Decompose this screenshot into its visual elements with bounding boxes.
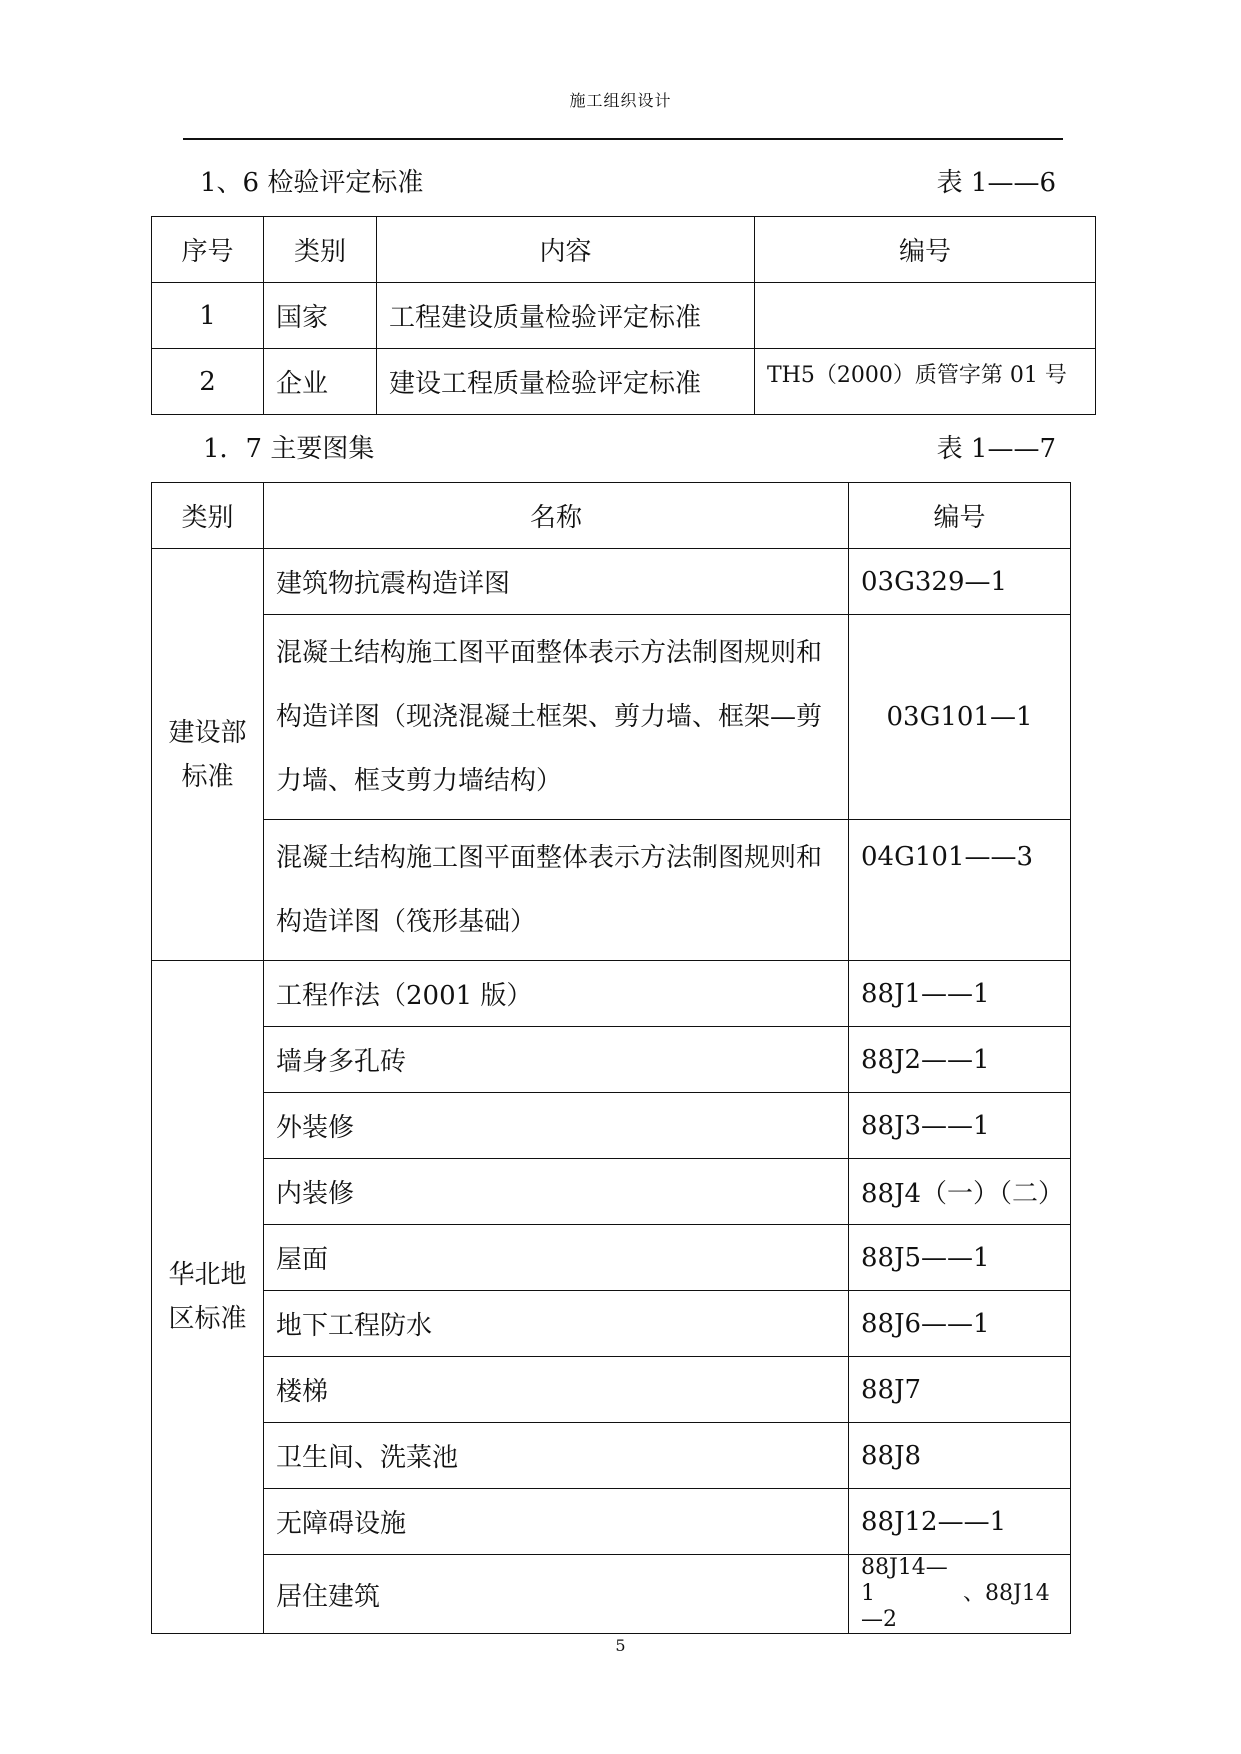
row-code: 88J7: [849, 1357, 1071, 1423]
table-row: [152, 1357, 1071, 1423]
group-category-north-china: 华北地区标准: [152, 961, 264, 1634]
row-name: 内装修: [264, 1159, 849, 1225]
table-row: [152, 1423, 1071, 1489]
row-code: 88J2——1: [849, 1027, 1071, 1093]
row-code: 88J14—1 、88J14—2: [849, 1555, 1071, 1634]
row-name: 混凝土结构施工图平面整体表示方法制图规则和构造详图（筏形基础）: [264, 820, 849, 961]
column-header-code: 编号: [755, 217, 1096, 283]
row-name: 建筑物抗震构造详图: [264, 549, 849, 615]
section-17-title: 1．7 主要图集: [203, 434, 375, 464]
row-code: 88J6——1: [849, 1291, 1071, 1357]
header-rule: [183, 138, 1063, 140]
row-name: 无障碍设施: [264, 1489, 849, 1555]
group-category-ministry: 建设部标准: [152, 549, 264, 961]
column-header-code: 编号: [849, 483, 1071, 549]
row-code: 88J5——1: [849, 1225, 1071, 1291]
table-row: [152, 961, 1071, 1027]
table-row: [152, 1291, 1071, 1357]
table-row: [152, 1159, 1071, 1225]
row-name: 地下工程防水: [264, 1291, 849, 1357]
table-row: [152, 1093, 1071, 1159]
row-name: 混凝土结构施工图平面整体表示方法制图规则和构造详图（现浇混凝土框架、剪力墙、框架—剪力墙、框支剪力墙结构）: [264, 615, 849, 820]
column-header-content: 内容: [377, 217, 755, 283]
section-16-table-number: 表 1——6: [936, 168, 1056, 198]
table-row: [152, 1027, 1071, 1093]
row-name: 工程作法（2001 版）: [264, 961, 849, 1027]
row-code: 88J3——1: [849, 1093, 1071, 1159]
row-code: [755, 283, 1096, 349]
column-header-category: 类别: [264, 217, 377, 283]
row-code: TH5（2000）质管字第 01 号: [755, 349, 1096, 415]
table-row: [152, 615, 1071, 820]
column-header-no: 序号: [152, 217, 264, 283]
table-row: [152, 283, 1096, 349]
table-row: [152, 349, 1096, 415]
row-name: 卫生间、洗菜池: [264, 1423, 849, 1489]
row-code: 03G101—1: [849, 615, 1071, 820]
table-row: [152, 1489, 1071, 1555]
row-content: 工程建设质量检验评定标准: [377, 283, 755, 349]
row-name: 楼梯: [264, 1357, 849, 1423]
inspection-standards-table: [151, 216, 1096, 415]
section-17-table-number: 表 1——7: [936, 434, 1056, 464]
row-code: 04G101——3: [849, 820, 1071, 961]
table-row: [152, 1225, 1071, 1291]
table-row: [152, 1555, 1071, 1634]
table-row: [152, 820, 1071, 961]
row-number: 2: [152, 349, 264, 415]
row-category: 企业: [264, 349, 377, 415]
section-16-title: 1、6 检验评定标准: [200, 168, 424, 198]
row-category: 国家: [264, 283, 377, 349]
row-content: 建设工程质量检验评定标准: [377, 349, 755, 415]
row-code: 88J8: [849, 1423, 1071, 1489]
column-header-category: 类别: [152, 483, 264, 549]
table-header-row: [152, 217, 1096, 283]
row-code: 03G329—1: [849, 549, 1071, 615]
table-row: [152, 549, 1071, 615]
page-number: 5: [615, 1636, 626, 1655]
row-number: 1: [152, 283, 264, 349]
column-header-name: 名称: [264, 483, 849, 549]
main-atlas-table: [151, 482, 1071, 1634]
row-name: 墙身多孔砖: [264, 1027, 849, 1093]
row-name: 外装修: [264, 1093, 849, 1159]
row-code: 88J4（一）（二）: [849, 1159, 1071, 1225]
row-name: 居住建筑: [264, 1555, 849, 1634]
table-header-row: [152, 483, 1071, 549]
row-code: 88J1——1: [849, 961, 1071, 1027]
running-header: 施工组织设计: [569, 91, 672, 110]
row-code: 88J12——1: [849, 1489, 1071, 1555]
row-name: 屋面: [264, 1225, 849, 1291]
